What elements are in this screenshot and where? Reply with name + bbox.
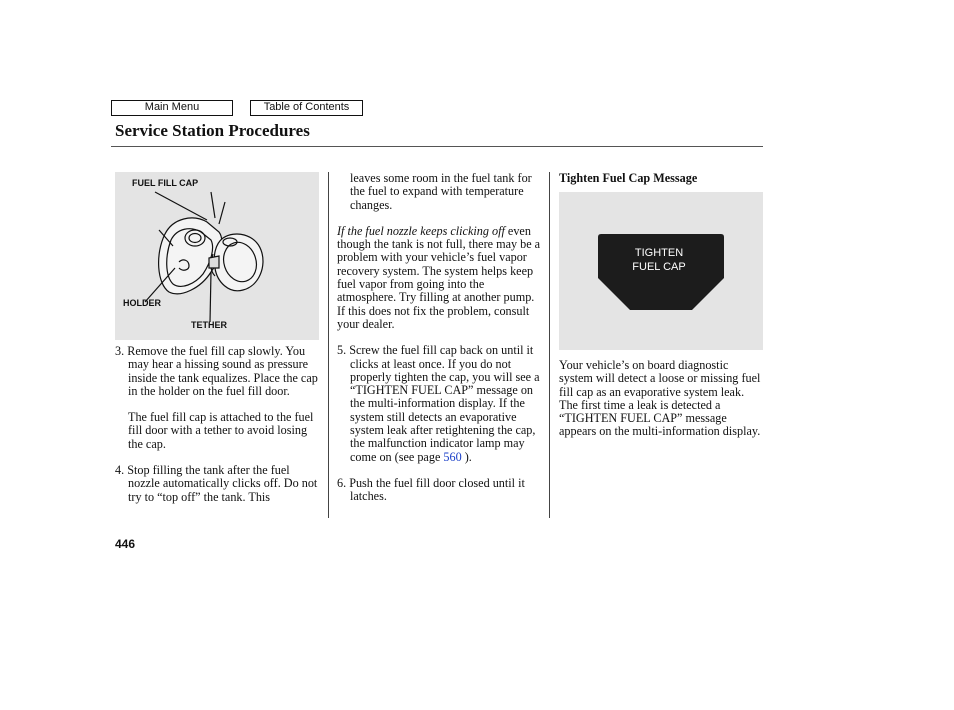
- step-4-continued: leaves some room in the fuel tank for the fuel to expand with temperature changes.: [350, 171, 532, 212]
- table-of-contents-button[interactable]: Table of Contents: [250, 100, 363, 116]
- step-3: [115, 345, 319, 398]
- nozzle-note-text: even though the tank is not full, there may be a problem with your vehicle’s fuel vapor recovery system. The system helps keep fuel vapor from going into the atmosphere. Try filling at another pump. If this does not fix the problem, consult your dealer.: [337, 223, 541, 331]
- step-6-number: 6.: [337, 475, 347, 490]
- step-3-text: Remove the fuel fill cap slowly. You may hear a hissing sound as pressure inside the tank equalizes. Place the cap in the holder on the fuel fill door.: [127, 344, 318, 398]
- step-6: [337, 477, 543, 504]
- column-2-text: [337, 172, 543, 504]
- nozzle-note: [337, 225, 543, 331]
- column-divider-1: [328, 172, 329, 518]
- step-3-note: The fuel fill cap is attached to the fuel fill door with a tether to avoid losing the cap.: [128, 410, 314, 451]
- callout-tether: TETHER: [191, 320, 227, 330]
- page-560-link[interactable]: 560: [443, 449, 462, 464]
- column-1-text: [115, 345, 319, 504]
- display-line-1: TIGHTEN: [634, 247, 684, 259]
- display-message: [598, 246, 720, 274]
- step-5-number: 5.: [337, 343, 347, 358]
- step-3-number: 3.: [115, 344, 125, 358]
- nozzle-note-italic: If the fuel nozzle keeps clicking off: [337, 223, 505, 238]
- page-title: Service Station Procedures: [115, 121, 310, 140]
- tighten-cap-body: Your vehicle’s on board diagnostic system will detect a loose or missing fuel fill cap as an evaporative system leak. The first time a leak is detected a “TIGHTEN FUEL CAP” message appears on the multi-information display.: [559, 358, 761, 439]
- step-4-number: 4.: [115, 463, 125, 478]
- callout-fuel-fill-cap: FUEL FILL CAP: [132, 178, 199, 188]
- title-divider: [111, 146, 763, 147]
- fuel-door-drawing: [115, 172, 319, 340]
- step-4-text: Stop filling the tank after the fuel nozzle automatically clicks off. Do not try to “top off” the tank. This: [127, 463, 318, 504]
- step-6-text: Push the fuel fill door closed until it latches.: [349, 475, 525, 504]
- step-4: [115, 464, 319, 504]
- display-line-2: FUEL CAP: [632, 261, 686, 273]
- page-number: 446: [115, 537, 136, 551]
- main-menu-button[interactable]: Main Menu: [111, 100, 233, 116]
- step-5-text: Screw the fuel fill cap back on until it clicks at least once. If you do not properly tighten the cap, you will see a “TIGHTEN FUEL CAP” message on the multi-information display. If the system still detects an evaporative system leak after retightening the cap, the malfunction indicator lamp may come on (see page: [349, 343, 540, 464]
- callout-holder: HOLDER: [123, 298, 161, 308]
- fuel-fill-cap-illustration: [115, 172, 319, 340]
- step-5-end: ).: [461, 449, 472, 464]
- tighten-cap-heading: Tighten Fuel Cap Message: [559, 171, 698, 185]
- column-divider-2: [549, 172, 550, 518]
- step-5: [337, 344, 543, 464]
